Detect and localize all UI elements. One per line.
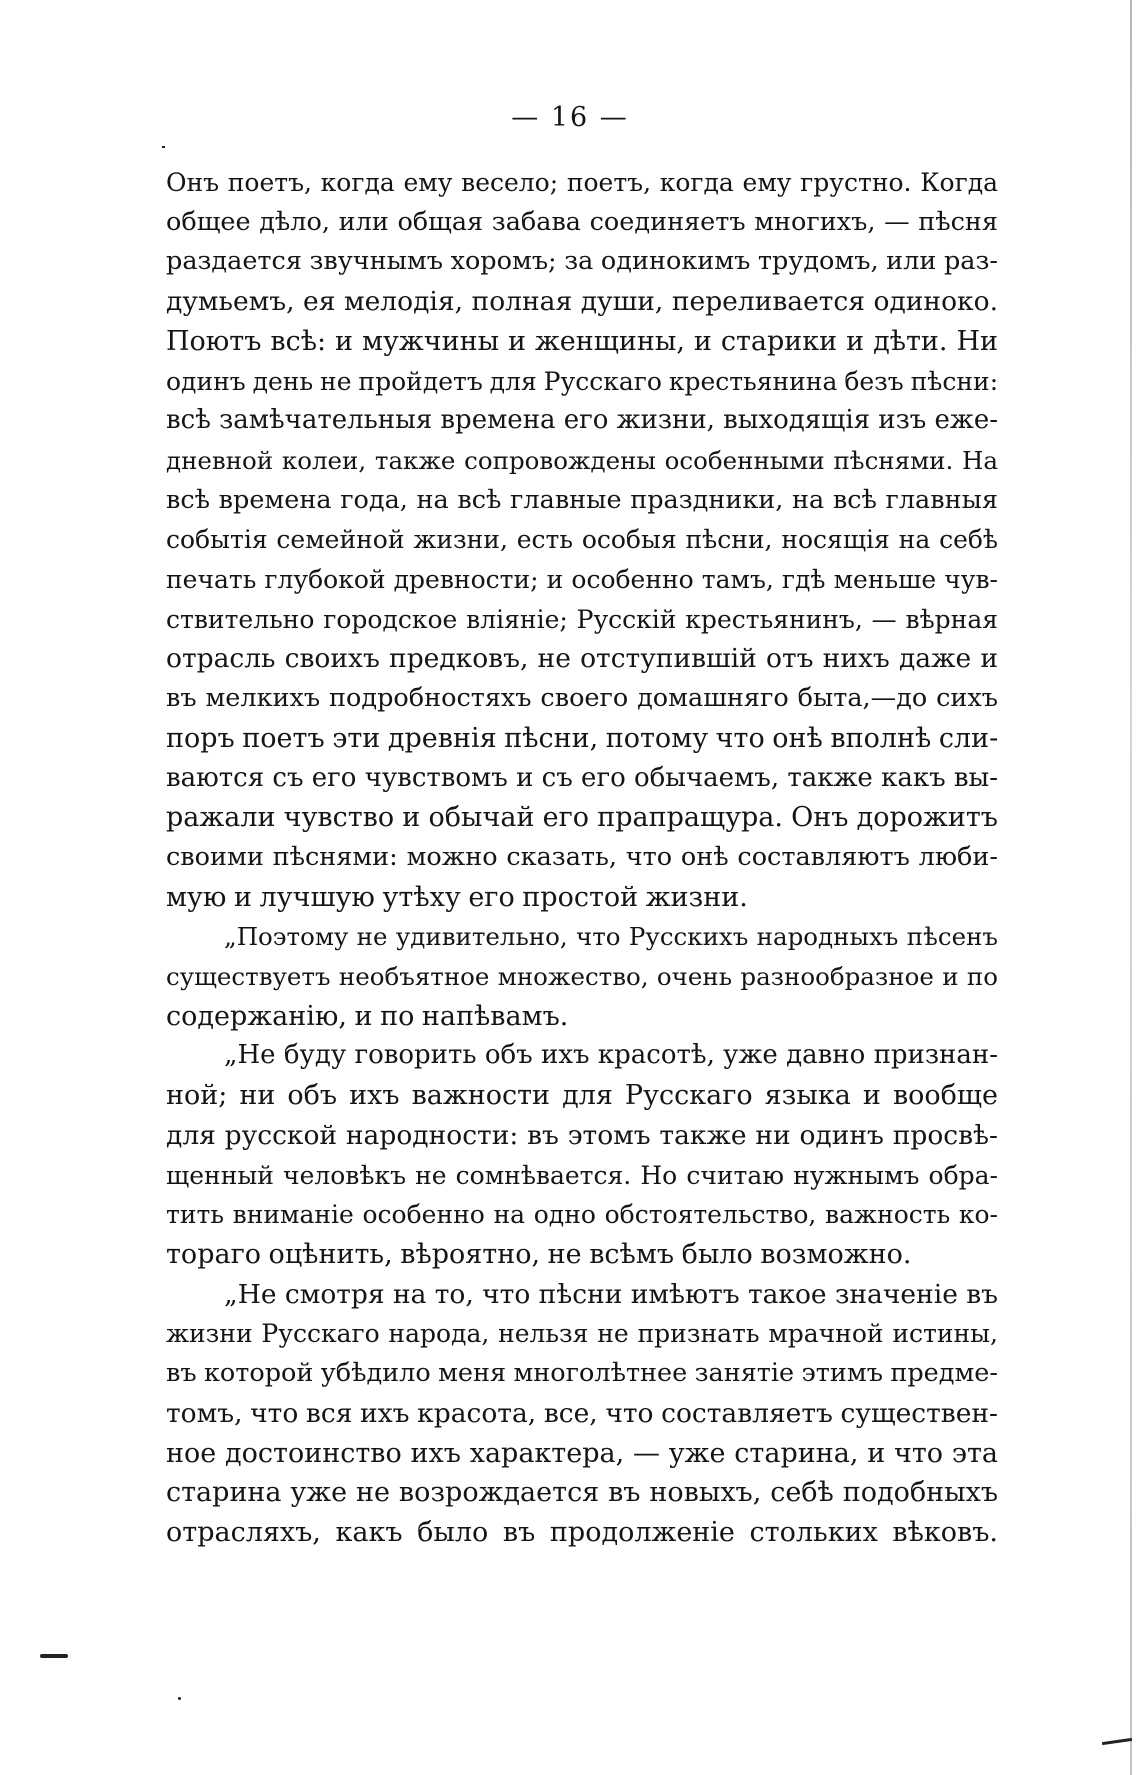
text-line: жизни Русскаго народа, нельзя не признать мрачной истины,: [166, 1319, 998, 1349]
text-line: поръ поетъ эти древнія пѣсни, потому что онѣ вполнѣ сли-: [166, 722, 999, 754]
text-line: въ мелкихъ подробностяхъ своего домашняго быта,—до сихъ: [166, 683, 998, 714]
page-number: — 16 —: [511, 102, 629, 133]
paragraph-1: [166, 163, 998, 917]
text-line: существуетъ необъятное множество, очень разнообразное и по: [166, 962, 998, 992]
text-line: всѣ времена года, на всѣ главные праздники, на всѣ главныя: [166, 484, 998, 515]
text-line: печать глубокой древности; и особенно тамъ, гдѣ меньше чув-: [166, 565, 998, 595]
text-line: щенный человѣкъ не сомнѣвается. Но считаю нужнымъ обра-: [166, 1160, 998, 1190]
text-line: Онъ поетъ, когда ему весело; поетъ, когда ему грустно. Когда: [166, 168, 998, 197]
text-line: дневной колеи, также сопровождены особенными пѣснями. На: [166, 445, 998, 475]
text-line: ствительно городское вліяніе; Русскій крестьянинъ, — вѣрная: [166, 604, 998, 634]
text-line: отрасль своихъ предковъ, не отступившій отъ нихъ даже и: [166, 643, 998, 675]
print-speck-top: [162, 146, 165, 148]
text-line: событія семейной жизни, есть особыя пѣсни, носящія на себѣ: [166, 525, 998, 555]
body-text: [166, 163, 998, 1553]
paragraph-4: [166, 1275, 998, 1553]
text-line: ное достоинство ихъ характера, — уже старина, и что эта: [166, 1437, 998, 1469]
text-line: мую и лучшую утѣху его простой жизни.: [166, 881, 748, 913]
text-line: ваются съ его чувствомъ и съ его обычаемъ, также какъ вы-: [166, 762, 998, 793]
text-line: „Не буду говорить объ ихъ красотѣ, уже давно признан-: [224, 1040, 998, 1071]
text-line: содержанію, и по напѣвамъ.: [166, 1000, 569, 1032]
text-line: всѣ замѣчательныя времена его жизни, выходящія изъ еже-: [166, 405, 998, 436]
text-line: тить вниманіе особенно на одно обстоятельство, важность ко-: [166, 1200, 998, 1230]
text-line: своими пѣснями: можно сказать, что онѣ составляютъ люби-: [166, 841, 998, 872]
text-line: одинъ день не пройдетъ для Русскаго крестьянина безъ пѣсни:: [166, 366, 999, 396]
text-line: раздается звучнымъ хоромъ; за одинокимъ трудомъ, или раз-: [166, 246, 998, 277]
print-speck-dot: [178, 1697, 181, 1700]
text-line: общее дѣло, или общая забава соединяетъ многихъ, — пѣсня: [166, 206, 998, 237]
paragraph-2: [166, 917, 998, 1036]
text-line: тораго оцѣнить, вѣроятно, не всѣмъ было возможно.: [166, 1238, 912, 1270]
text-line: Поютъ всѣ: и мужчины и женщины, и старики и дѣти. Ни: [166, 325, 998, 357]
text-line: думьемъ, ея мелодія, полная души, переливается одиноко.: [166, 286, 998, 318]
text-line: въ которой убѣдило меня многолѣтнее занятіе этимъ предме-: [166, 1358, 998, 1389]
text-line: отрасляхъ, какъ было въ продолженіе стольких вѣковъ.: [166, 1516, 998, 1548]
text-line: ной; ни объ ихъ важности для Русскаго языка и вообще: [166, 1080, 998, 1112]
text-line: „Поэтому не удивительно, что Русскихъ народныхъ пѣсенъ: [224, 922, 998, 952]
text-line: для русской народности: въ этомъ также ни одинъ просвѣ-: [166, 1119, 998, 1151]
paragraph-3: [166, 1036, 998, 1274]
text-line: старина уже не возрождается въ новыхъ, себѣ подобныхъ: [166, 1477, 998, 1509]
text-line: томъ, что вся ихъ красота, все, что составляетъ существен-: [166, 1397, 998, 1429]
page-edge-shadow: [1130, 0, 1132, 1775]
print-speck-corner: [1102, 1738, 1132, 1745]
text-line: ражали чувство и обычай его прапращура. Онъ дорожитъ: [166, 802, 998, 834]
print-speck-dash: [40, 1654, 68, 1658]
text-line: „Не смотря на то, что пѣсни имѣютъ такое значеніе въ: [224, 1278, 998, 1310]
